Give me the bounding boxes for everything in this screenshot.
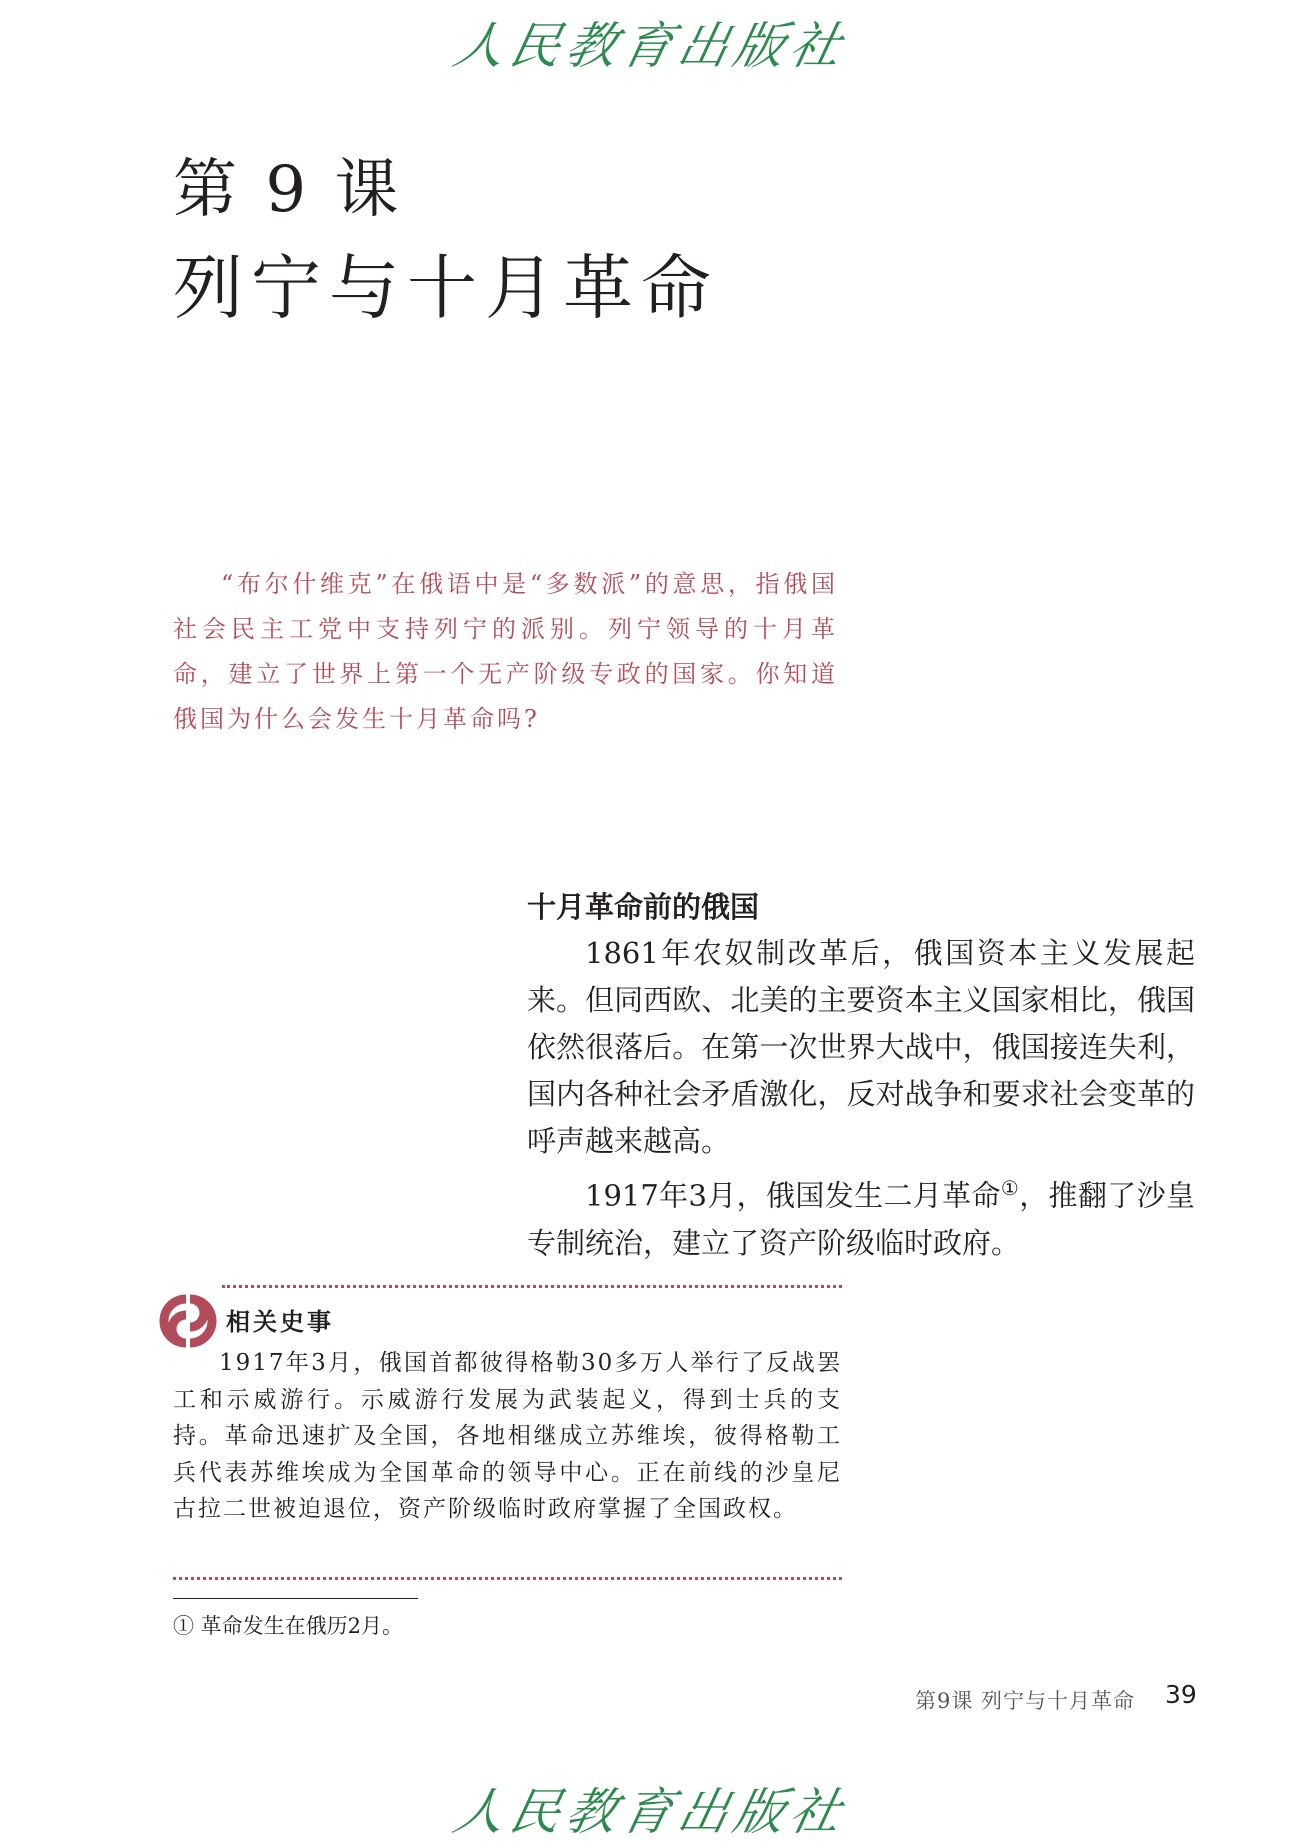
related-history-icon <box>156 1293 220 1349</box>
related-history-label: 相关史事 <box>226 1308 334 1336</box>
publisher-logo-bottom: 人民教育出版社 <box>448 1783 853 1841</box>
intro-paragraph: “布尔什维克”在俄语中是“多数派”的意思，指俄国社会民主工党中支持列宁的派别。列宁领导的十月革命，建立了世界上第一个无产阶级专政的国家。你知道俄国为什么会发生十月革命吗? <box>173 570 838 733</box>
section-heading: 十月革命前的俄国 <box>527 890 760 924</box>
body-paragraph-2-start: 1917年3月，俄国发生二月革命 <box>585 1178 1001 1213</box>
related-history-text: 1917年3月，俄国首都彼得格勒30多万人举行了反战罢工和示威游行。示威游行发展为武装起义，得到士兵的支持。革命迅速扩及全国，各地相继成立苏维埃，彼得格勒工兵代表苏维埃成为全国革命的领导中心。正在前线的沙皇尼古拉二世被迫退位，资产阶级临时政府掌握了全国政权。 <box>173 1350 842 1522</box>
body-paragraph-2-end: ，推翻了沙皇专制统治，建立了资产阶级临时政府。 <box>527 1178 1195 1260</box>
publisher-logo-top: 人民教育出版社 <box>448 17 853 75</box>
related-box-bottom-divider <box>173 1577 842 1580</box>
lesson-title: 列宁与十月革命 <box>173 247 719 329</box>
related-box-top-divider <box>222 1285 842 1288</box>
body-paragraph-2 <box>527 1165 1195 1267</box>
page-number: 39 <box>1165 1680 1197 1709</box>
footnote-reference: ① <box>1000 1176 1020 1200</box>
footnote-rule <box>173 1598 418 1599</box>
body-paragraph-1: 1861年农奴制改革后，俄国资本主义发展起来。但同西欧、北美的主要资本主义国家相比，俄国依然很落后。在第一次世界大战中，俄国接连失利，国内各种社会矛盾激化，反对战争和要求社会变革的呼声越来越高。 <box>527 936 1195 1158</box>
running-head: 第9课 列宁与十月革命 <box>915 1689 1136 1713</box>
footnote: ① 革命发生在俄历2月。 <box>173 1614 404 1638</box>
section-body <box>527 930 1195 1267</box>
lesson-number: 第 9 课 <box>173 153 403 227</box>
